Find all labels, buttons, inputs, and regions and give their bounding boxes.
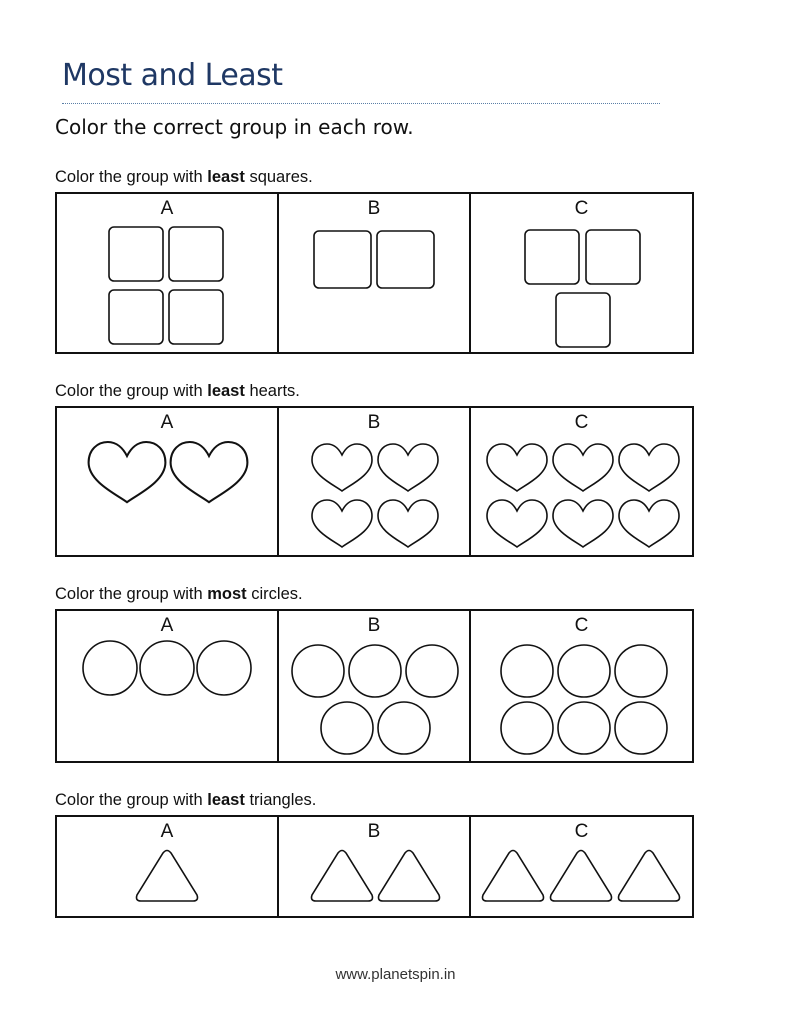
footer-url: www.planetspin.in	[335, 966, 456, 983]
group-c[interactable]	[469, 817, 692, 916]
heart-group	[471, 408, 692, 555]
prompt-row-4: Color the group with least triangles.	[55, 791, 317, 809]
group-label: B	[367, 821, 381, 842]
exercise-row-circles	[55, 609, 694, 763]
circle-shape	[558, 645, 610, 697]
group-label: A	[160, 412, 174, 433]
prompt-row-1: Color the group with least squares.	[55, 168, 313, 186]
circle-group	[57, 611, 277, 761]
circle-shape	[615, 645, 667, 697]
group-c[interactable]	[469, 611, 692, 761]
circle-shape	[292, 645, 344, 697]
triangle-shape	[483, 851, 544, 902]
circle-shape	[501, 645, 553, 697]
triangle-group	[279, 817, 469, 916]
group-a[interactable]	[57, 817, 277, 916]
circle-group	[471, 611, 692, 761]
circle-shape	[378, 702, 430, 754]
group-b[interactable]	[277, 611, 469, 761]
heart-shape	[487, 444, 547, 491]
square-shape	[169, 290, 223, 344]
heart-shape	[619, 500, 679, 547]
group-label: C	[574, 615, 589, 636]
heart-shape	[553, 444, 613, 491]
prompt-row-2: Color the group with least hearts.	[55, 382, 300, 400]
group-a[interactable]	[57, 408, 277, 555]
group-label: B	[367, 615, 381, 636]
square-shape	[556, 293, 610, 347]
triangle-group	[471, 817, 692, 916]
square-shape	[586, 230, 640, 284]
square-group	[57, 194, 277, 352]
page-title: Most and Least	[62, 58, 283, 93]
group-label: B	[367, 412, 381, 433]
square-shape	[169, 227, 223, 281]
circle-shape	[349, 645, 401, 697]
circle-group	[279, 611, 469, 761]
square-shape	[377, 231, 434, 288]
exercise-row-triangles	[55, 815, 694, 918]
heart-group	[57, 408, 277, 555]
triangle-shape	[137, 851, 198, 902]
heart-shape	[378, 500, 438, 547]
heart-shape	[553, 500, 613, 547]
square-shape	[314, 231, 371, 288]
exercise-row-hearts	[55, 406, 694, 557]
group-label: B	[367, 198, 381, 219]
circle-shape	[140, 641, 194, 695]
triangle-shape	[379, 851, 440, 902]
group-label: A	[160, 198, 174, 219]
group-label: C	[574, 821, 589, 842]
heart-shape	[619, 444, 679, 491]
square-shape	[109, 290, 163, 344]
circle-shape	[501, 702, 553, 754]
group-b[interactable]	[277, 408, 469, 555]
triangle-shape	[551, 851, 612, 902]
square-shape	[109, 227, 163, 281]
prompt-keyword: least	[207, 791, 245, 809]
group-b[interactable]	[277, 817, 469, 916]
group-c[interactable]	[469, 408, 692, 555]
group-c[interactable]	[469, 194, 692, 352]
heart-shape	[312, 500, 372, 547]
group-b[interactable]	[277, 194, 469, 352]
triangle-shape	[619, 851, 680, 902]
circle-shape	[406, 645, 458, 697]
circle-shape	[615, 702, 667, 754]
heart-shape	[89, 442, 166, 502]
triangle-group	[57, 817, 277, 916]
heart-shape	[487, 500, 547, 547]
prompt-keyword: most	[207, 585, 247, 603]
square-shape	[525, 230, 579, 284]
group-label: A	[160, 615, 174, 636]
heart-shape	[312, 444, 372, 491]
group-label: C	[574, 412, 589, 433]
prompt-row-3: Color the group with most circles.	[55, 585, 303, 603]
prompt-keyword: least	[207, 382, 245, 400]
group-a[interactable]	[57, 611, 277, 761]
square-group	[279, 194, 469, 352]
group-label: A	[160, 821, 174, 842]
circle-shape	[558, 702, 610, 754]
group-label: C	[574, 198, 589, 219]
prompt-keyword: least	[207, 168, 245, 186]
square-group	[471, 194, 692, 352]
heart-group	[279, 408, 469, 555]
heart-shape	[378, 444, 438, 491]
title-divider	[62, 103, 660, 104]
circle-shape	[83, 641, 137, 695]
triangle-shape	[312, 851, 373, 902]
circle-shape	[321, 702, 373, 754]
circle-shape	[197, 641, 251, 695]
instructions: Color the correct group in each row.	[55, 115, 414, 139]
heart-shape	[171, 442, 248, 502]
group-a[interactable]	[57, 194, 277, 352]
exercise-row-squares	[55, 192, 694, 354]
